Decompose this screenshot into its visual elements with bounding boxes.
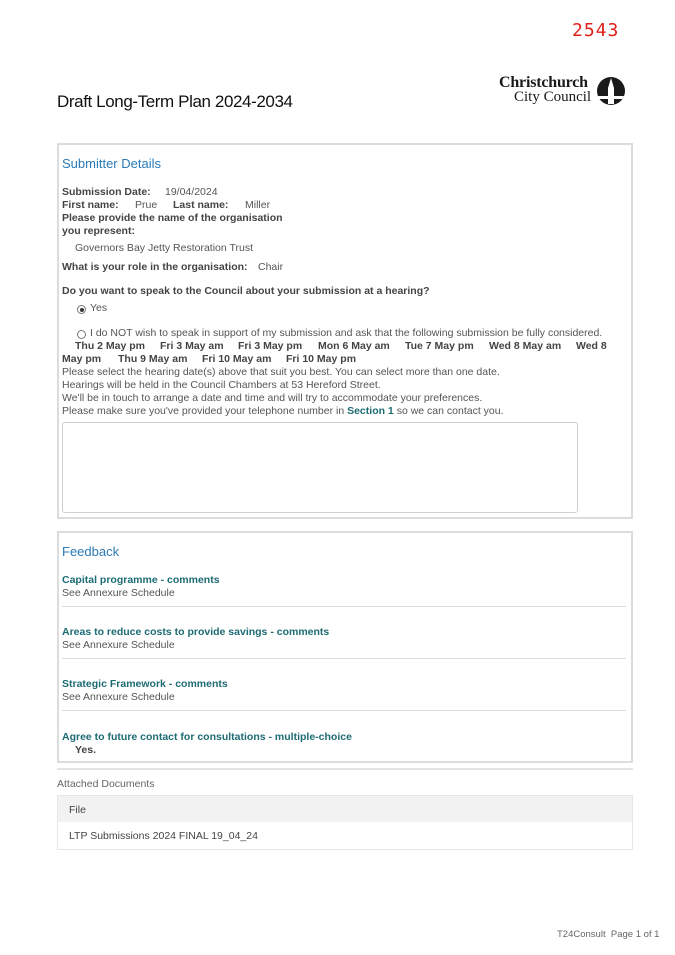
council-logo xyxy=(499,74,629,110)
org-name-value: Governors Bay Jetty Restoration Trust xyxy=(75,242,253,254)
hearing-info-4-post: so we can contact you. xyxy=(393,405,504,417)
submission-date-value: 19/04/2024 xyxy=(165,186,218,198)
attachment-row[interactable] xyxy=(57,822,633,850)
hearing-info-4 xyxy=(62,405,504,417)
cathedral-icon xyxy=(595,76,627,106)
hearing-date: May pm xyxy=(62,353,102,365)
org-question-line-2: you represent: xyxy=(62,225,135,237)
hearing-date: Fri 10 May am xyxy=(202,353,272,365)
hearing-date: Wed 8 xyxy=(576,340,607,352)
role-label: What is your role in the organisation: xyxy=(62,261,248,273)
feedback-item-value: See Annexure Schedule xyxy=(62,639,175,651)
feedback-item-value: See Annexure Schedule xyxy=(62,691,175,703)
page-title: Draft Long-Term Plan 2024-2034 xyxy=(57,92,293,111)
file-column-header: File xyxy=(69,804,86,816)
logo-line-1: Christchurch xyxy=(499,74,588,91)
hearing-date: Mon 6 May am xyxy=(318,340,390,352)
feedback-item-value: See Annexure Schedule xyxy=(62,587,175,599)
feedback-item-title: Strategic Framework - comments xyxy=(62,678,228,690)
hearing-info-1: Please select the hearing date(s) above that suit you best. You can select more than one date. xyxy=(62,366,500,378)
divider xyxy=(62,658,626,659)
footer-app: T24Consult xyxy=(557,929,606,940)
submitter-details-heading: Submitter Details xyxy=(62,156,161,171)
feedback-item-title: Areas to reduce costs to provide savings - comments xyxy=(62,626,330,638)
last-name-value: Miller xyxy=(245,199,271,211)
hearing-info-3: We'll be in touch to arrange a date and time and will try to accommodate your preferences. xyxy=(62,392,483,404)
feedback-item-title: Agree to future contact for consultations - multiple-choice xyxy=(62,731,352,743)
hearing-date: Tue 7 May pm xyxy=(405,340,474,352)
org-question-line-1: Please provide the name of the organisation xyxy=(62,212,283,224)
attachment-file-name[interactable]: LTP Submissions 2024 FINAL 19_04_24 xyxy=(69,830,258,842)
hearing-question: Do you want to speak to the Council about your submission at a hearing? xyxy=(62,285,430,297)
first-name-value: Prue xyxy=(135,199,158,211)
page-footer xyxy=(557,929,659,940)
hearing-date: Thu 2 May pm xyxy=(75,340,146,352)
hearing-yes-radio[interactable] xyxy=(77,305,86,314)
hearing-info-4-pre: Please make sure you've provided your telephone number in xyxy=(62,405,348,417)
hearing-comments-textarea[interactable] xyxy=(62,422,578,513)
first-name-label: First name: xyxy=(62,199,119,211)
logo-line-2: City Council xyxy=(514,89,592,105)
feedback-item-value: Yes. xyxy=(75,744,97,756)
document-number: 2543 xyxy=(572,20,620,41)
hearing-yes-label: Yes xyxy=(90,302,108,314)
feedback-item-title: Capital programme - comments xyxy=(62,574,220,586)
submission-date-label: Submission Date: xyxy=(62,186,151,198)
hearing-date: Fri 3 May pm xyxy=(238,340,303,352)
last-name-label: Last name: xyxy=(173,199,229,211)
hearing-date: Fri 3 May am xyxy=(160,340,224,352)
hearing-no-label: I do NOT wish to speak in support of my submission and ask that the following submission be fully considered. xyxy=(90,327,603,339)
section-divider xyxy=(57,768,633,770)
hearing-info-2: Hearings will be held in the Council Chambers at 53 Hereford Street. xyxy=(62,379,381,391)
divider xyxy=(62,606,626,607)
hearing-no-radio[interactable] xyxy=(77,330,86,339)
feedback-heading: Feedback xyxy=(62,544,120,559)
hearing-date: Wed 8 May am xyxy=(489,340,562,352)
attached-documents-heading: Attached Documents xyxy=(57,778,155,790)
hearing-date: Fri 10 May pm xyxy=(286,353,357,365)
divider xyxy=(62,710,626,711)
role-value: Chair xyxy=(258,261,284,273)
section-1-link[interactable]: Section 1 xyxy=(347,405,394,417)
attachments-table-header xyxy=(57,795,633,823)
footer-page: Page 1 of 1 xyxy=(610,929,660,940)
hearing-date: Thu 9 May am xyxy=(118,353,188,365)
